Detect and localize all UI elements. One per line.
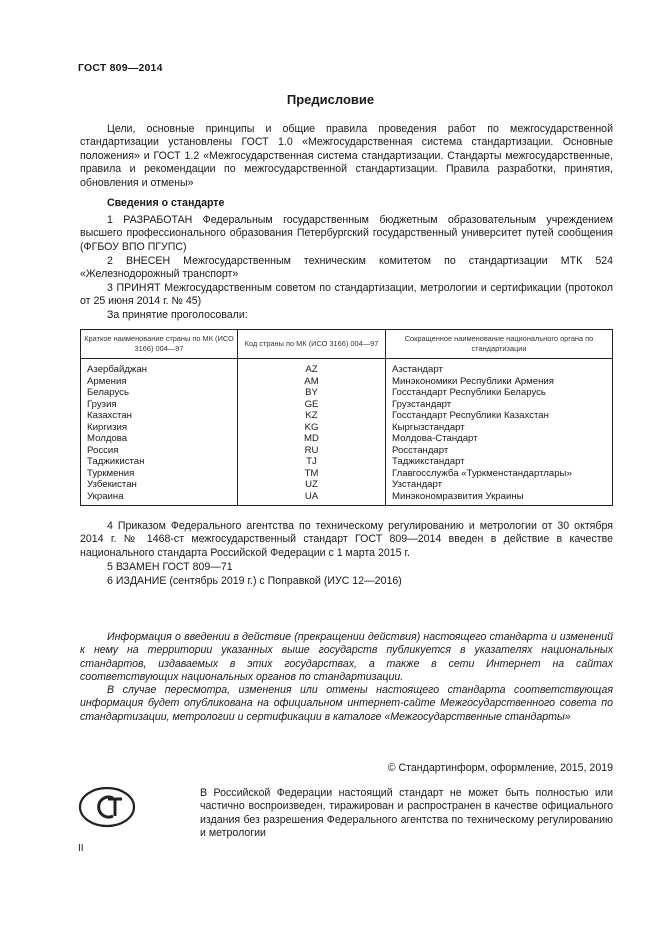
intro-paragraph: Цели, основные принципы и общие правила проведения работ по межгосударственной стандартизации установлены ГОСТ 1.0 «Межгосударственная система стандартизации. Основные положения» и ГОСТ 1.2 «Межгосударственная система стандартизации. Стандарты межгосударственные, правила и рекомендации по межгосударственной стандартизации. Правила разработки, принятия, обновления и отмены» xyxy=(80,123,613,189)
country-cell: Узбекистан xyxy=(81,479,238,491)
page-title: Предисловие xyxy=(286,92,375,107)
table-row xyxy=(81,479,613,491)
country-cell: Грузия xyxy=(81,399,238,411)
item-2-submitted: 2 ВНЕСЕН Межгосударственным техническим комитетом по стандартизации МТК 524 «Железнодорожный транспорт» xyxy=(80,255,613,281)
item-5-replaces: 5 ВЗАМЕН ГОСТ 809—71 xyxy=(107,561,233,573)
country-cell: Армения xyxy=(81,376,238,388)
table-row xyxy=(81,387,613,399)
table-header-body: Сокращенное наименование национального органа по стандартизации xyxy=(386,330,613,359)
vote-label: За принятие проголосовали: xyxy=(107,309,248,321)
table-row xyxy=(81,445,613,457)
item-1-developed: 1 РАЗРАБОТАН Федеральным государственным бюджетным образовательным учреждением высшего профессионального образования Петербургский государственный университет путей сообщения (ФГБОУ ВПО ПГУПС) xyxy=(80,214,613,253)
table-row xyxy=(81,410,613,422)
country-code-cell: KG xyxy=(238,422,386,434)
country-cell: Киргизия xyxy=(81,422,238,434)
country-cell: Туркмения xyxy=(81,468,238,480)
table-header-country: Краткое наименование страны по МК (ИСО 3166) 004—97 xyxy=(81,330,238,359)
country-code-cell: RU xyxy=(238,445,386,457)
item-6-edition: 6 ИЗДАНИЕ (сентябрь 2019 г.) с Поправкой (ИУС 12—2016) xyxy=(107,575,402,587)
item-4-enacted: 4 Приказом Федерального агентства по техническому регулированию и метрологии от 30 октября 2014 г. № 1468-ст межгосударственный стандарт ГОСТ 809—2014 введен в действие в качестве национального стандарта Российской Федерации с 1 марта 2015 г. xyxy=(80,520,613,559)
country-code-cell: TM xyxy=(238,468,386,480)
info-heading: Сведения о стандарте xyxy=(107,197,225,209)
standards-body-cell: Госстандарт Республики Беларусь xyxy=(386,387,613,399)
standards-body-cell: Госстандарт Республики Казахстан xyxy=(386,410,613,422)
notice-paragraph-2: В случае пересмотра, изменения или отмены настоящего стандарта соответствующая информация будет опубликована на официальном интернет-сайте Межгосударственного совета по стандартизации, метрологии и сертификации в каталоге «Межгосударственные стандарты» xyxy=(80,684,613,723)
table-row xyxy=(81,491,613,506)
country-code-cell: BY xyxy=(238,387,386,399)
country-code-cell: UZ xyxy=(238,479,386,491)
country-cell: Россия xyxy=(81,445,238,457)
standards-body-cell: Минэкономразвития Украины xyxy=(386,491,613,506)
notice-paragraph-1: Информация о введении в действие (прекращении действия) настоящего стандарта и изменений к нему на территории указанных выше государств публикуется в указателях национальных стандартов, издаваемых в этих государствах, а также в сети Интернет на сайтах соответствующих национальных органов по стандартизации. xyxy=(80,631,613,683)
country-code-cell: KZ xyxy=(238,410,386,422)
country-code-cell: UA xyxy=(238,491,386,506)
country-code-cell: AZ xyxy=(238,359,386,376)
page-number: II xyxy=(78,843,84,854)
table-row xyxy=(81,376,613,388)
country-code-cell: GE xyxy=(238,399,386,411)
table-header-code: Код страны по МК (ИСО 3166) 004—97 xyxy=(238,330,386,359)
standards-body-cell: Азстандарт xyxy=(386,359,613,376)
standards-body-cell: Таджикстандарт xyxy=(386,456,613,468)
country-cell: Таджикистан xyxy=(81,456,238,468)
country-code-cell: TJ xyxy=(238,456,386,468)
table-row xyxy=(81,359,613,376)
table-row xyxy=(81,433,613,445)
table-row xyxy=(81,422,613,434)
country-cell: Украина xyxy=(81,491,238,506)
rf-copyright-notice: В Российской Федерации настоящий стандарт не может быть полностью или частично воспроизведен, тиражирован и распространен в качестве официального издания без разрешения Федерального агентства по техническому регулированию и метрологии xyxy=(200,787,613,839)
standards-body-cell: Кыргызстандарт xyxy=(386,422,613,434)
table-row xyxy=(81,456,613,468)
country-cell: Беларусь xyxy=(81,387,238,399)
standards-body-cell: Молдова-Стандарт xyxy=(386,433,613,445)
standards-body-cell: Узстандарт xyxy=(386,479,613,491)
standards-body-cell: Грузстандарт xyxy=(386,399,613,411)
standards-body-cell: Главгосслужба «Туркменстандартлары» xyxy=(386,468,613,480)
table-row xyxy=(81,399,613,411)
country-cell: Казахстан xyxy=(81,410,238,422)
country-code-cell: AM xyxy=(238,376,386,388)
copyright-line: © Стандартинформ, оформление, 2015, 2019 xyxy=(387,762,613,774)
voting-countries-table xyxy=(80,329,613,506)
table-row xyxy=(81,468,613,480)
country-cell: Азербайджан xyxy=(81,359,238,376)
item-3-adopted: 3 ПРИНЯТ Межгосударственным советом по стандартизации, метрологии и сертификации (протокол от 25 июня 2014 г. № 45) xyxy=(80,282,613,308)
document-code: ГОСТ 809—2014 xyxy=(78,62,163,74)
notice-block xyxy=(80,631,613,724)
standards-body-cell: Минэкономики Республики Армения xyxy=(386,376,613,388)
gost-logo-icon xyxy=(78,786,136,828)
standards-body-cell: Росстандарт xyxy=(386,445,613,457)
country-cell: Молдова xyxy=(81,433,238,445)
country-code-cell: MD xyxy=(238,433,386,445)
